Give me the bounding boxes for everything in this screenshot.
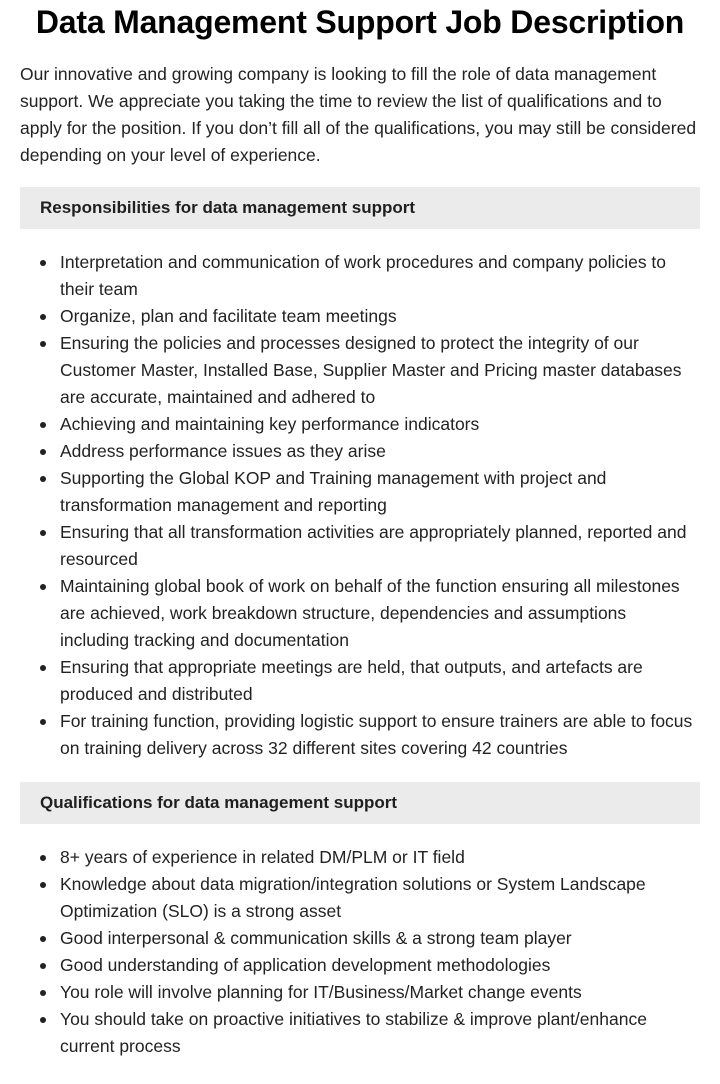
list-item-text: Ensuring the policies and processes designed to protect the integrity of our Customer Master, Installed Base, Supplier Master and Pricing master databases are accurate, maintained and adhered to xyxy=(60,333,682,407)
bullet-icon xyxy=(40,963,46,969)
list-item xyxy=(20,1006,700,1060)
list-item xyxy=(20,979,700,1006)
bullet-icon xyxy=(40,936,46,942)
list-item xyxy=(20,925,700,952)
intro-paragraph: Our innovative and growing company is looking to fill the role of data management support. We appreciate you taking the time to review the list of qualifications and to apply for the position. If you don’t fill all of the qualifications, you may still be considered depending on your level of experience. xyxy=(20,64,697,165)
list-item-text: Interpretation and communication of work procedures and company policies to their team xyxy=(60,252,667,299)
list-item-text: Address performance issues as they arise xyxy=(60,441,386,461)
list-item xyxy=(20,303,700,330)
bullet-icon xyxy=(40,855,46,861)
list-item-text: You should take on proactive initiatives to stabilize & improve plant/enhance current process xyxy=(60,1009,647,1056)
list-item xyxy=(20,249,700,303)
bullet-icon xyxy=(40,1017,46,1023)
qualifications-heading: Qualifications for data management support xyxy=(20,782,700,824)
list-item-text: Ensuring that all transformation activities are appropriately planned, reported and resourced xyxy=(60,522,687,569)
bullet-icon xyxy=(40,990,46,996)
list-item xyxy=(20,330,700,411)
list-item-text: Good interpersonal & communication skills & a strong team player xyxy=(60,928,572,948)
list-item-text: Supporting the Global KOP and Training management with project and transformation management and reporting xyxy=(60,468,607,515)
list-item xyxy=(20,573,700,654)
responsibilities-heading: Responsibilities for data management support xyxy=(20,187,700,229)
bullet-icon xyxy=(40,341,46,347)
list-item-text: 8+ years of experience in related DM/PLM or IT field xyxy=(60,847,465,867)
list-item-text: Achieving and maintaining key performance indicators xyxy=(60,414,480,434)
list-item-text: For training function, providing logistic support to ensure trainers are able to focus on training delivery across 32 different sites covering 42 countries xyxy=(60,711,693,758)
bullet-icon xyxy=(40,476,46,482)
list-item-text: Ensuring that appropriate meetings are held, that outputs, and artefacts are produced and distributed xyxy=(60,657,643,704)
list-item-text: Knowledge about data migration/integration solutions or System Landscape Optimization (SLO) is a strong asset xyxy=(60,874,646,921)
list-item-text: Maintaining global book of work on behalf of the function ensuring all milestones are achieved, work breakdown structure, dependencies and assumptions including tracking and documentation xyxy=(60,576,680,650)
bullet-icon xyxy=(40,314,46,320)
list-item xyxy=(20,519,700,573)
responsibilities-list xyxy=(20,249,700,762)
bullet-icon xyxy=(40,882,46,888)
bullet-icon xyxy=(40,665,46,671)
bullet-icon xyxy=(40,584,46,590)
qualifications-list xyxy=(20,844,700,1060)
bullet-icon xyxy=(40,260,46,266)
page-title: Data Management Support Job Description xyxy=(35,4,685,40)
list-item xyxy=(20,871,700,925)
list-item xyxy=(20,438,700,465)
list-item-text: Organize, plan and facilitate team meetings xyxy=(60,306,397,326)
list-item xyxy=(20,411,700,438)
list-item xyxy=(20,465,700,519)
bullet-icon xyxy=(40,530,46,536)
list-item xyxy=(20,654,700,708)
bullet-icon xyxy=(40,719,46,725)
list-item-text: Good understanding of application development methodologies xyxy=(60,955,551,975)
list-item xyxy=(20,952,700,979)
bullet-icon xyxy=(40,422,46,428)
list-item-text: You role will involve planning for IT/Business/Market change events xyxy=(60,982,582,1002)
bullet-icon xyxy=(40,449,46,455)
list-item xyxy=(20,708,700,762)
list-item xyxy=(20,844,700,871)
